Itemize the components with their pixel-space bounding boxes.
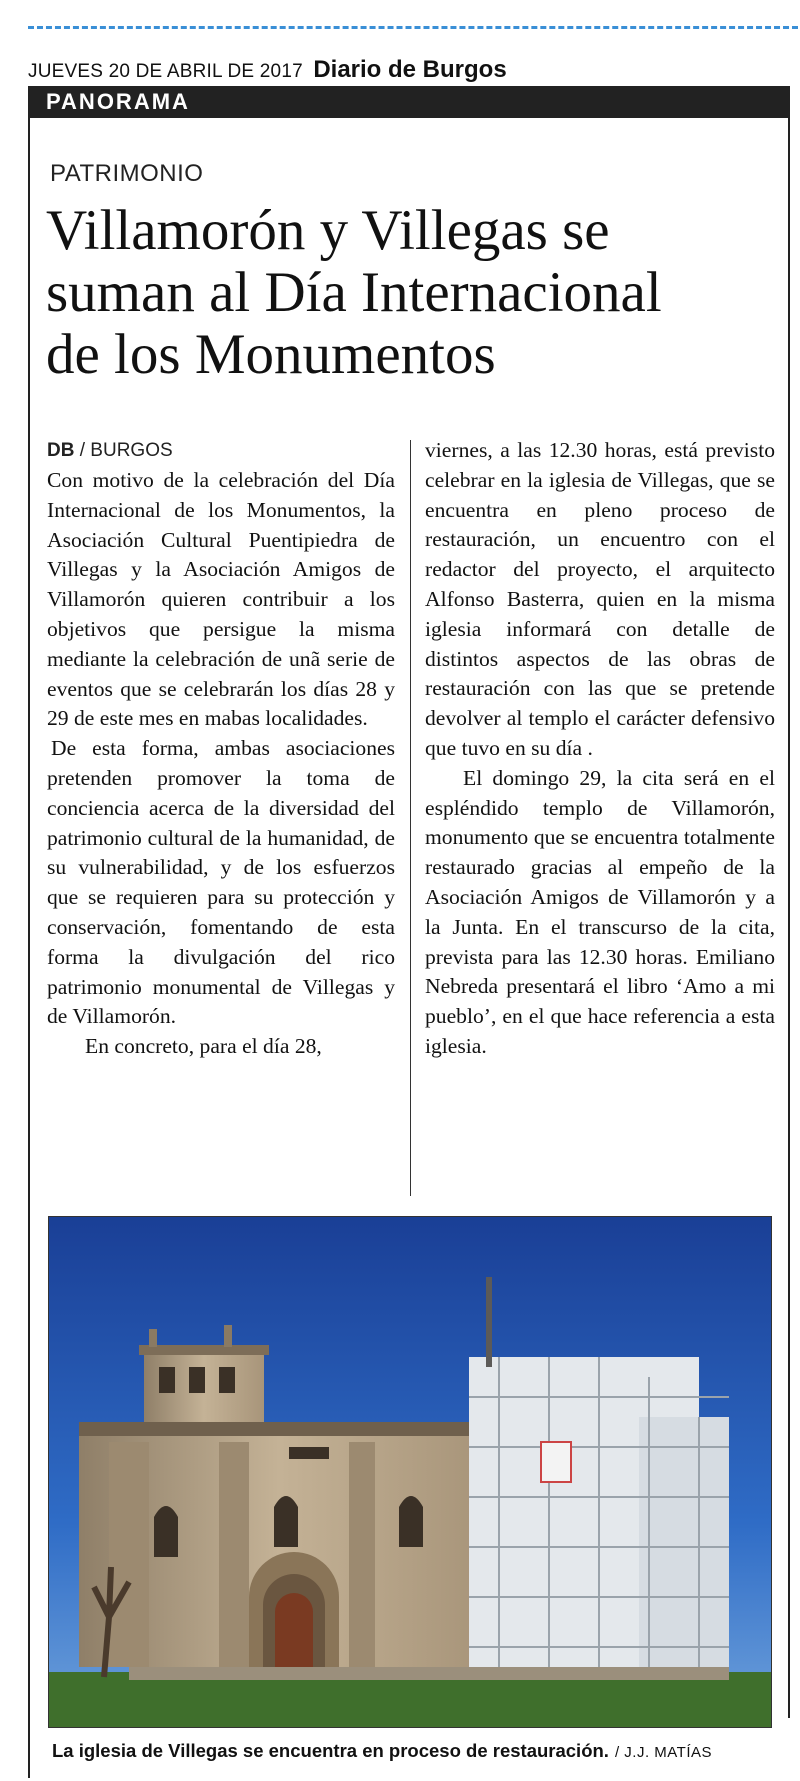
- byline-agency: DB: [47, 440, 75, 461]
- issue-date: JUEVES 20 DE ABRIL DE 2017: [28, 61, 303, 82]
- church-illustration: [49, 1217, 771, 1727]
- headline-line: suman al Día Internacional: [46, 261, 662, 324]
- section-bar: [28, 86, 790, 118]
- article-column-right: [425, 436, 775, 1062]
- caption-text: La iglesia de Villegas se encuentra en proceso de restauración.: [52, 1740, 609, 1761]
- article-paragraph: En concreto, para el día 28,: [85, 1034, 322, 1059]
- article-paragraph: viernes, a las 12.30 horas, está previsto celebrar en la iglesia de Villegas, que se encuentra en pleno proceso de restauración, un encuentro con el redactor del proyecto, el arquitecto Alfonso Basterra, quien en la misma iglesia informará con detalle de distintos aspectos de las obras de restauración con las que se pretende devolver al templo el carácter defensivo que tuvo en su día .: [425, 438, 775, 760]
- headline-line: Villamorón y Villegas se: [46, 199, 610, 262]
- frame-right-rule: [788, 118, 790, 1718]
- section-label: PANORAMA: [46, 89, 190, 114]
- top-dashed-line: [28, 26, 798, 29]
- byline: DB / BURGOS: [47, 440, 173, 461]
- article-paragraph: El domingo 29, la cita será en el espléndido templo de Villamorón, monumento que se encuentra totalmente restaurado gracias al empeño de la Asociación Amigos de Villamorón y a la Junta. En el transcurso de la cita, prevista para las 12.30 horas. Emiliano Nebreda presentará el libro ‘Amo a mi pueblo’, en el que hace referencia a esta iglesia.: [425, 765, 775, 1058]
- masthead: [28, 56, 507, 84]
- column-divider: [410, 440, 411, 1196]
- article-kicker: PATRIMONIO: [50, 160, 204, 187]
- article-paragraph: Con motivo de la celebración del Día Internacional de los Monumentos, la Asociación Cultural Puentipiedra de Villegas y la Asociación Amigos de Villamorón quieren contribuir a los objetivos que persigue la misma mediante la celebración de unã serie de eventos que se celebrarán los días 28 y 29 de este mes en mabas localidades.: [47, 468, 395, 731]
- grass: [49, 1672, 771, 1727]
- frame-left-rule: [28, 118, 30, 1778]
- church-photo: [48, 1216, 772, 1728]
- headline-line: de los Monumentos: [46, 323, 496, 386]
- newspaper-name: Diario de Burgos: [313, 56, 507, 83]
- photo-credit: / J.J. MATÍAS: [614, 1744, 713, 1761]
- article-paragraph: De esta forma, ambas asociaciones pretenden promover la toma de conciencia acerca de la diversidad del patrimonio cultural de la humanidad, de su vulnerabilidad, y de los esfuerzos que se requieren para su protección y conservación, fomentando de esta forma la divulgación del rico patrimonio monumental de Villegas y de Villamorón.: [47, 736, 395, 1029]
- article-headline: [46, 200, 786, 386]
- byline-location: BURGOS: [90, 440, 173, 461]
- photo-caption: [52, 1740, 712, 1762]
- article-column-left: [47, 436, 395, 1062]
